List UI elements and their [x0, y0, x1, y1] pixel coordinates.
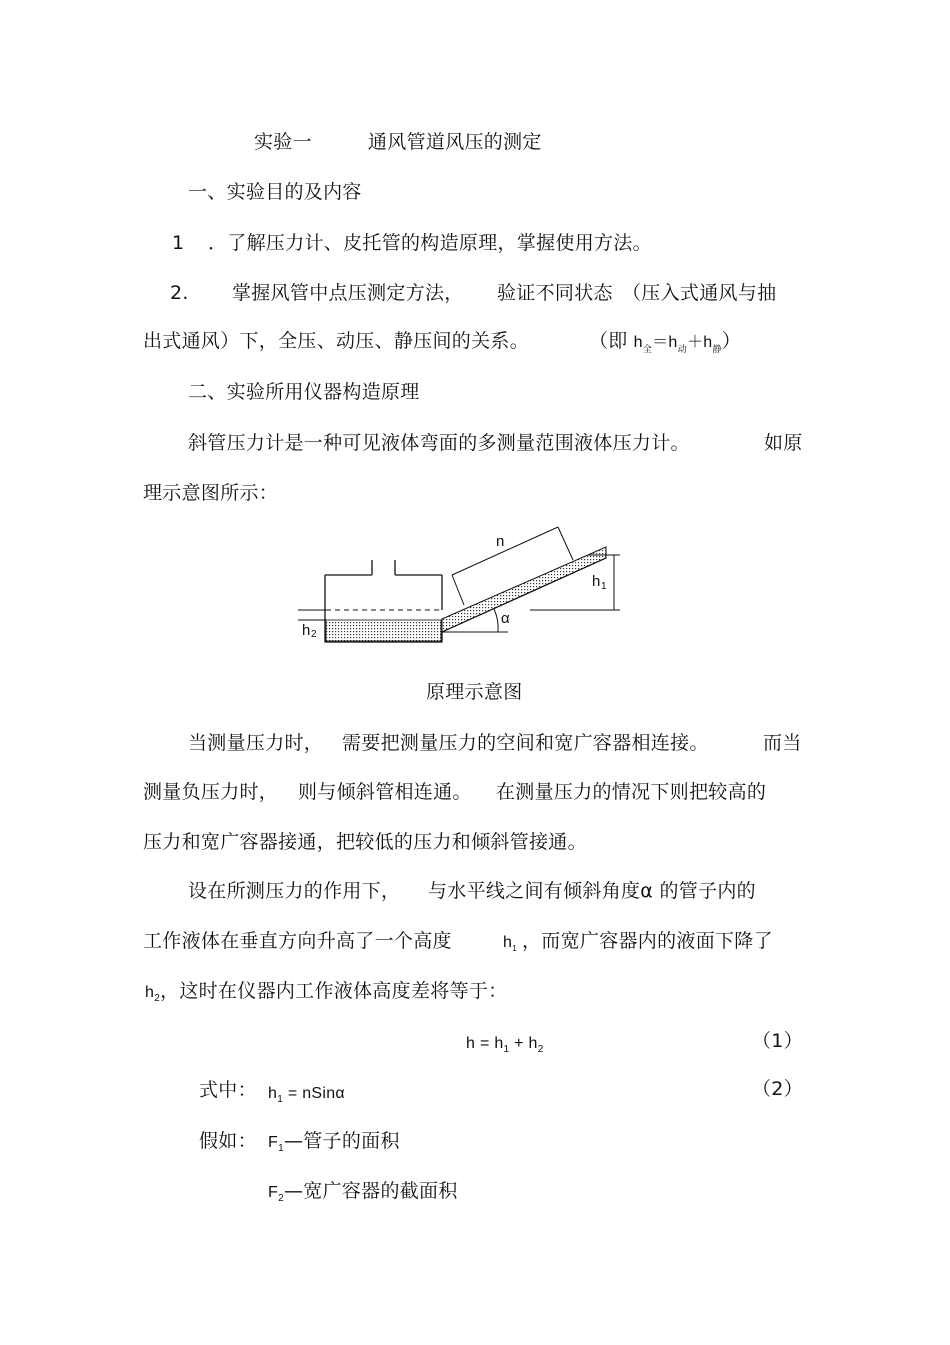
item2-text-a: 掌握风管中点压测定方法，: [232, 282, 464, 304]
para3-line1b: 与水平线之间有倾斜角度α 的管子内的: [428, 880, 756, 902]
inclined-tube-liquid: [442, 547, 606, 632]
item1-text: ．了解压力计、皮托管的构造原理，掌握使用方法。: [208, 232, 652, 254]
n-extension-right: [558, 527, 573, 560]
container-liquid: [326, 620, 441, 641]
para2-line2b: 则与倾斜管相连通。: [298, 781, 472, 803]
h1-label-sub: 1: [601, 581, 607, 592]
equation-1: $h = h_1 + h_2$: [466, 1035, 544, 1055]
para2-line1b: 需要把测量压力的空间和宽广容器相连接。: [342, 732, 709, 754]
pressure-formula: （即 $h_全=h_动+h_静$）: [589, 330, 742, 354]
section2-para-line1a: 斜管压力计是一种可见液体弯面的多测量范围液体压力计。: [188, 432, 690, 454]
definitions-prefix: 假如：: [199, 1130, 257, 1152]
equation-1-number: （1）: [752, 1030, 803, 1052]
item1-number: 1: [172, 232, 185, 254]
h2-label: h: [302, 622, 311, 639]
item2-number: 2.: [170, 282, 189, 304]
section2-para-line1b: 如原: [764, 432, 803, 454]
tube-bottom-wall: [442, 558, 606, 632]
para2-line2c: 在测量压力的情况下则把较高的: [496, 781, 767, 803]
para2-line1a: 当测量压力时，: [188, 732, 324, 754]
para3-line2-h1: $h_1$: [503, 934, 517, 953]
n-dimension-line: [452, 527, 558, 575]
section2-heading: 二、实验所用仪器构造原理: [188, 381, 420, 403]
angle-arc: [494, 609, 498, 632]
item2-text-c: （压入式通风与抽: [622, 282, 777, 304]
n-extension-left: [452, 575, 464, 605]
section1-heading: 一、实验目的及内容: [188, 181, 362, 203]
para3-line1a: 设在所测压力的作用下，: [188, 880, 401, 902]
item2-text-line2: 出式通风）下，全压、动压、静压间的关系。: [143, 330, 530, 352]
para3-line2b: ，而宽广容器内的液面下降了: [522, 930, 773, 952]
equation-2-prefix: 式中：: [199, 1079, 257, 1101]
para2-line1c: 而当: [763, 732, 802, 754]
title-main: 实验一: [254, 131, 312, 153]
equation-2: $h_1$ = nSinα: [268, 1085, 345, 1105]
item2-text-b: 验证不同状态: [497, 282, 613, 304]
equation-2-number: （2）: [752, 1078, 803, 1100]
para3-line2a: 工作液体在垂直方向升高了一个高度: [143, 930, 452, 952]
section2-para-line2: 理示意图所示：: [143, 482, 279, 504]
title-sub: 通风管道风压的测定: [368, 131, 542, 153]
definition-f2: $F_2—$宽广容器的截面积: [268, 1180, 458, 1204]
para2-line3: 压力和宽广容器接通，把较低的压力和倾斜管接通。: [143, 831, 587, 853]
figure-caption: 原理示意图: [426, 681, 523, 703]
alpha-label: α: [501, 610, 510, 627]
n-label: n: [496, 533, 505, 550]
inclined-manometer-diagram: [290, 520, 620, 650]
h2-label-sub: 2: [311, 629, 317, 640]
h1-label: h: [592, 573, 601, 590]
para2-line2a: 测量负压力时，: [143, 781, 279, 803]
para3-line3: $h_2$，这时在仪器内工作液体高度差将等于：: [145, 980, 508, 1004]
definition-f1: $F_1—$管子的面积: [268, 1130, 400, 1154]
